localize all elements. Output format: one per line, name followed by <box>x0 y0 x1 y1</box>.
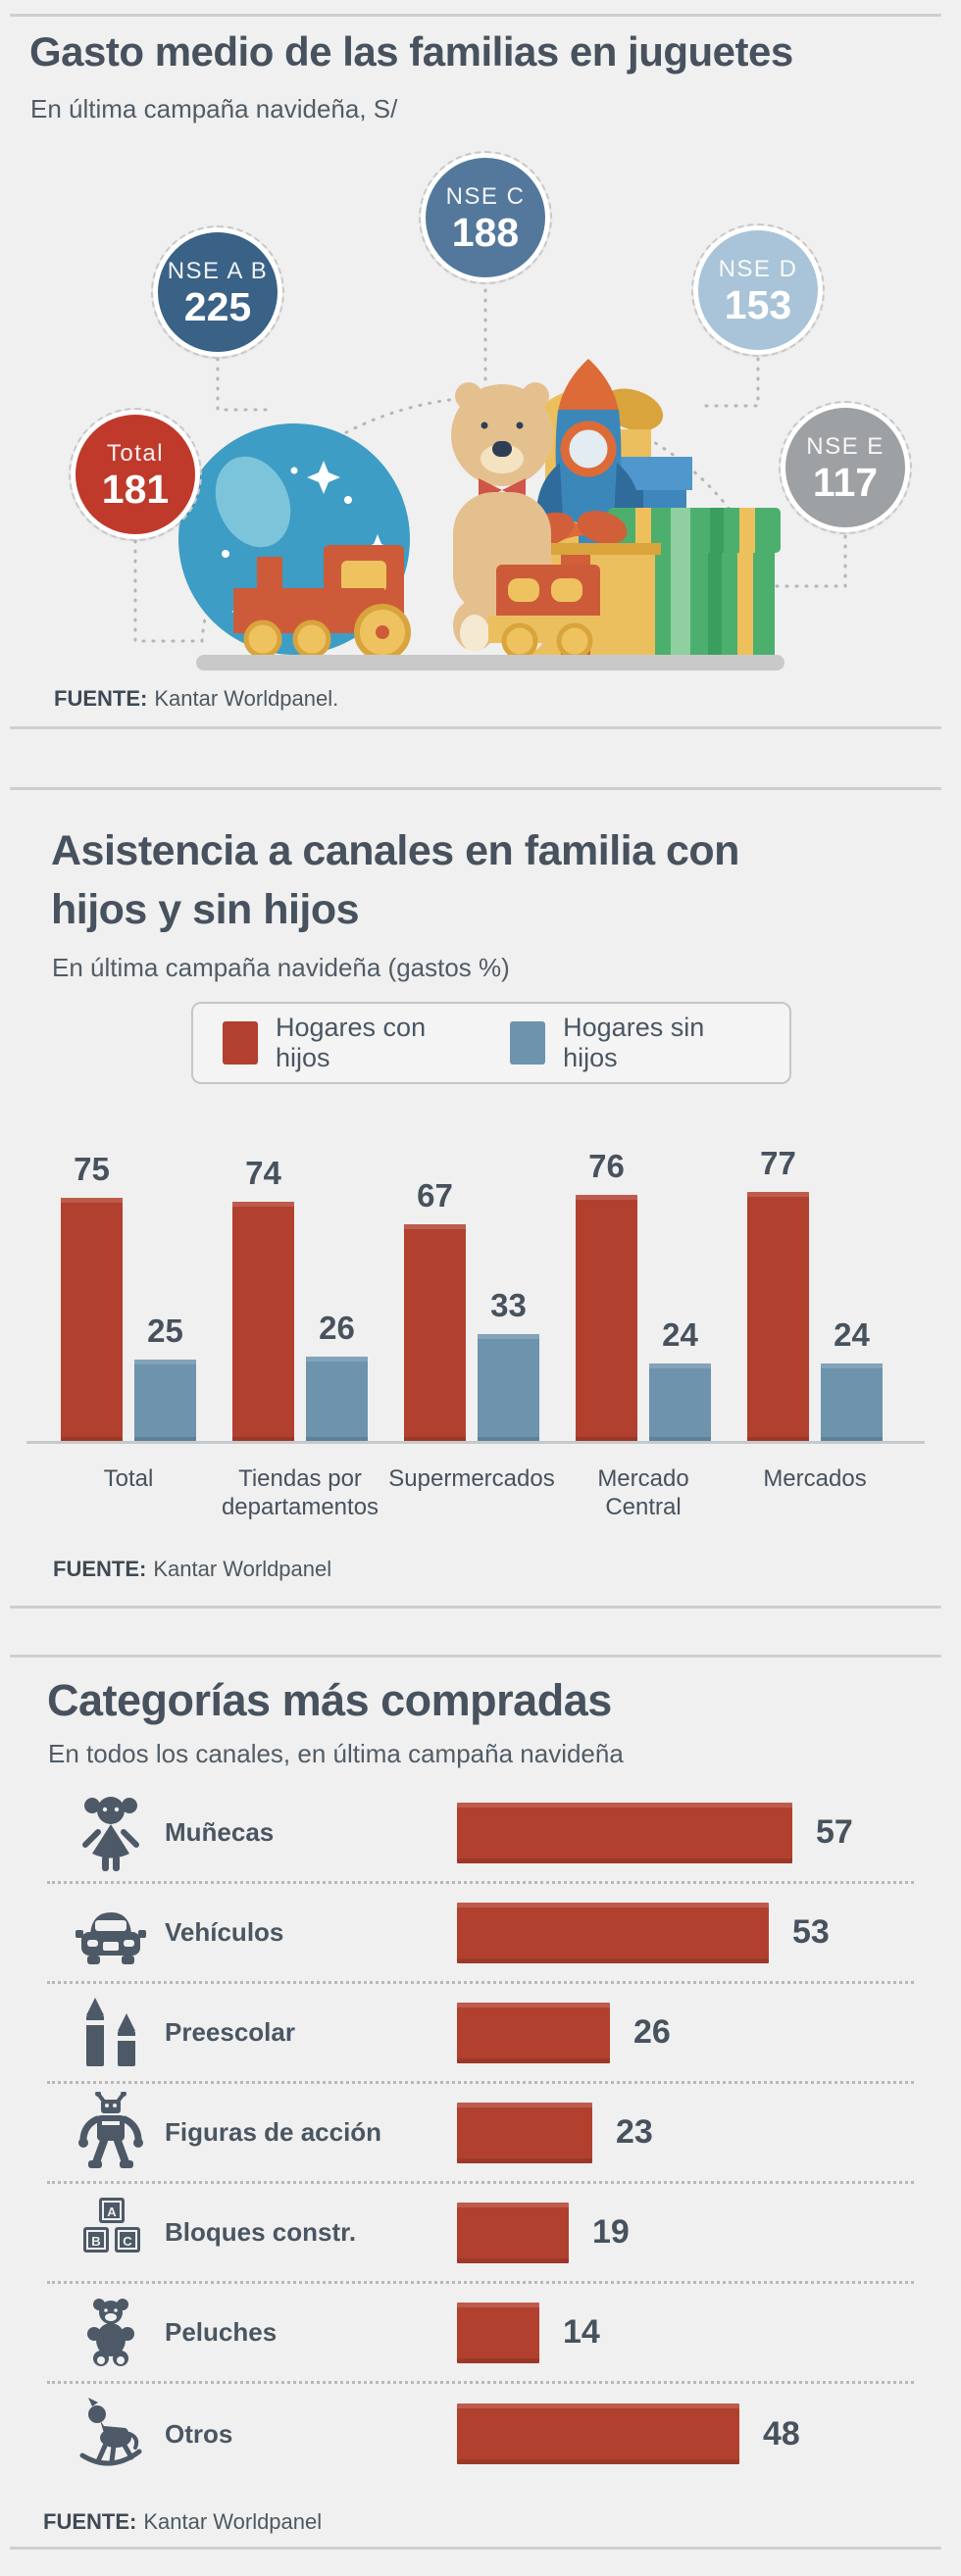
bar-sin-hijos-mercados: 24 <box>821 1316 883 1441</box>
section2-subtitle: En última campaña navideña (gastos %) <box>52 953 510 982</box>
connector-nsed <box>702 359 758 406</box>
category-row-munecas: Muñecas 57 <box>47 1784 914 1884</box>
grouped-bar-chart <box>26 1133 925 1444</box>
connector-nsee <box>773 536 845 586</box>
category-row-preescolar: Preescolar 26 <box>47 1984 914 2084</box>
chart-legend <box>191 1002 791 1084</box>
legend-label-sin-hijos: Hogares sin hijos <box>563 1013 705 1072</box>
bar-munecas <box>457 1803 792 1863</box>
bar-con-hijos-mercado-central: 76 <box>576 1148 637 1441</box>
section1-bottom-rule <box>10 726 941 729</box>
svg-text:C: C <box>123 2233 132 2249</box>
doll-icon <box>57 1791 165 1875</box>
bar-sin-hijos-mercado-central: 24 <box>649 1316 711 1441</box>
section3-source: FUENTE: Kantar Worldpanel <box>43 2509 323 2534</box>
section2-bottom-rule <box>10 1606 941 1609</box>
x-label-mercados: Mercados <box>763 1465 867 1492</box>
platform <box>196 655 784 670</box>
bar-con-hijos-supermercados: 67 <box>404 1177 466 1441</box>
bubble-nse-c: NSE C 188 <box>421 153 550 282</box>
legend-label-con-hijos: Hogares con hijos <box>276 1013 427 1072</box>
legend-swatch-sin-hijos <box>510 1021 545 1065</box>
bar-vehiculos <box>457 1903 769 1963</box>
category-row-bloques: A B C Bloques constr. 19 <box>47 2184 914 2284</box>
section1-subtitle: En última campaña navideña, S/ <box>30 94 398 124</box>
section3-top-rule <box>10 1655 941 1658</box>
svg-text:B: B <box>91 2233 101 2249</box>
bar-con-hijos-total: 75 <box>61 1151 123 1441</box>
section3-title: Categorías más compradas <box>47 1675 612 1725</box>
connector-nseab <box>218 359 275 410</box>
bubble-total: Total 181 <box>71 410 200 539</box>
bar-sin-hijos-tiendas: 26 <box>306 1310 368 1441</box>
section2-title: Asistencia a canales en familia con hijos y sin hijos <box>51 827 739 933</box>
x-label-mercado-central: Mercado Central <box>597 1465 689 1520</box>
category-row-otros: Otros 48 <box>47 2384 914 2484</box>
section2-top-rule <box>10 787 941 790</box>
pencils-icon <box>57 1992 165 2074</box>
bar-con-hijos-tiendas: 74 <box>232 1155 294 1441</box>
section2-source: FUENTE: Kantar Worldpanel <box>53 1557 332 1581</box>
x-label-tiendas: Tiendas por departamentos <box>221 1465 379 1520</box>
action-figure-icon <box>57 2092 165 2174</box>
section3-subtitle: En todos los canales, en última campaña navideña <box>48 1739 624 1768</box>
category-row-figuras: Figuras de acción 23 <box>47 2084 914 2184</box>
rocking-horse-icon <box>57 2393 165 2475</box>
legend-swatch-con-hijos <box>223 1021 258 1065</box>
svg-text:A: A <box>107 2204 117 2219</box>
bar-peluches <box>457 2303 539 2363</box>
x-axis-labels <box>26 1464 925 1553</box>
bar-sin-hijos-total: 25 <box>134 1313 196 1441</box>
bar-figuras <box>457 2103 592 2163</box>
section3-bottom-rule <box>10 2547 941 2550</box>
bar-preescolar <box>457 2003 610 2063</box>
toys-illustration <box>0 0 961 686</box>
x-label-total: Total <box>103 1465 154 1492</box>
bar-sin-hijos-supermercados: 33 <box>478 1287 539 1441</box>
bar-con-hijos-mercados: 77 <box>747 1145 809 1441</box>
bubble-nse-e: NSE E 117 <box>781 403 910 532</box>
toy-train-center <box>488 565 606 657</box>
category-row-peluches: Peluches 14 <box>47 2284 914 2384</box>
bubble-nse-ab: NSE A B 225 <box>153 227 282 357</box>
bubble-nse-d: NSE D 153 <box>693 225 823 355</box>
section1-title: Gasto medio de las familias en juguetes <box>29 28 793 74</box>
category-row-vehiculos: Vehículos 53 <box>47 1884 914 1984</box>
car-icon <box>57 1899 165 1967</box>
bar-otros <box>457 2403 739 2464</box>
teddy-icon <box>57 2293 165 2373</box>
x-label-supermercados: Supermercados <box>388 1465 555 1492</box>
blocks-icon <box>57 2194 165 2272</box>
category-bar-list <box>47 1784 914 2484</box>
bar-bloques <box>457 2203 569 2263</box>
section1-source: FUENTE: Kantar Worldpanel. <box>54 686 339 711</box>
